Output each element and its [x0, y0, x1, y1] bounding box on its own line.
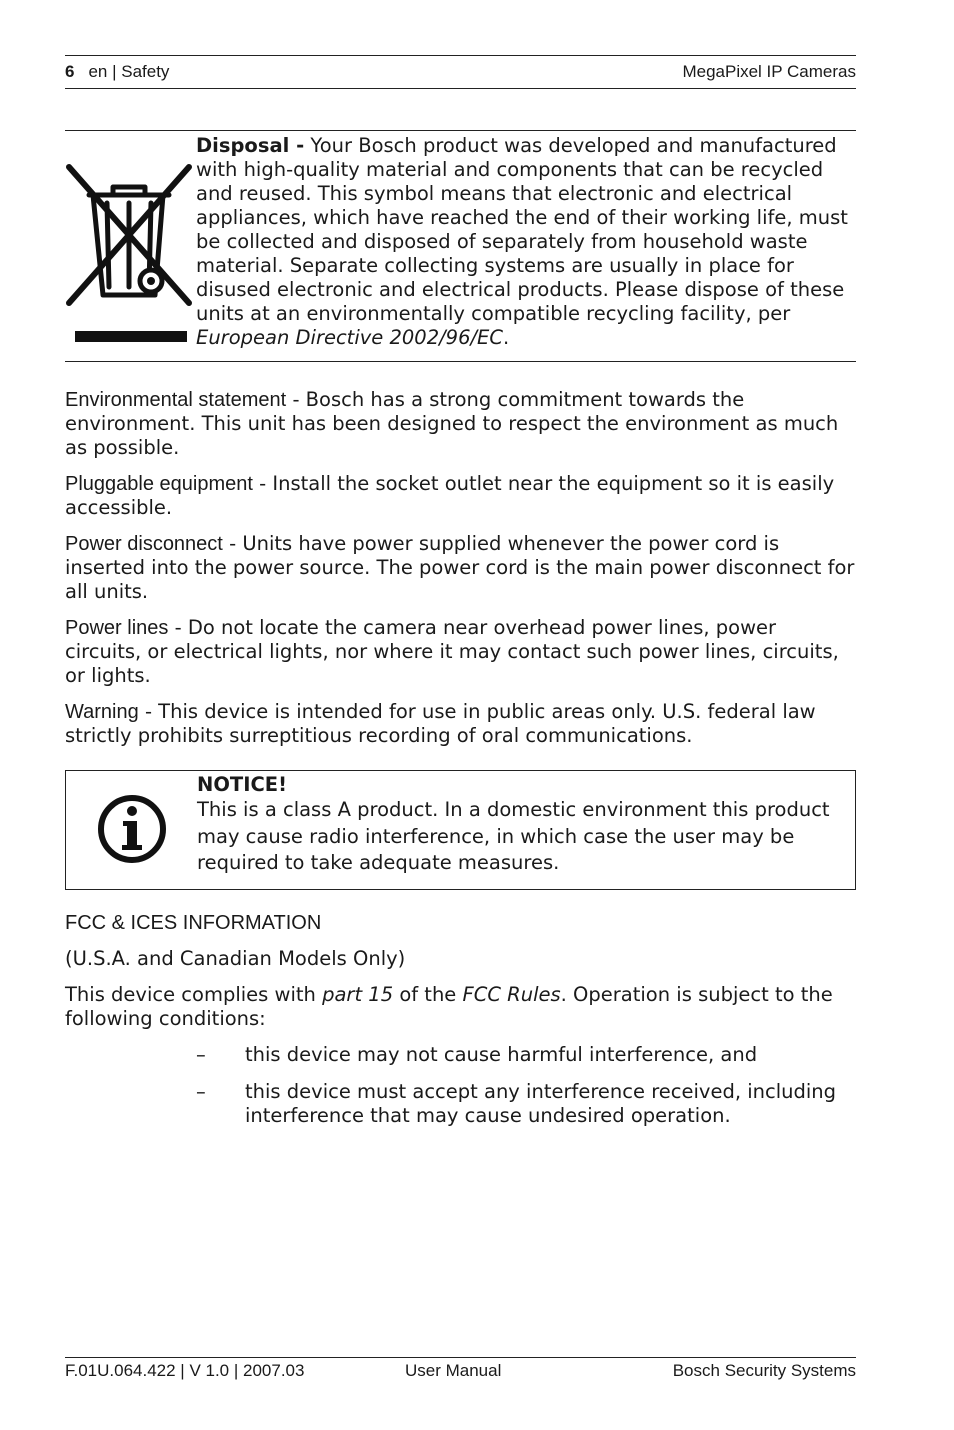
- power-lines-lead: Power lines: [65, 617, 169, 639]
- crossed-out-wheelie-bin-icon: [65, 157, 197, 347]
- disposal-section: [65, 130, 856, 362]
- disposal-directive: European Directive 2002/96/EC: [196, 326, 503, 349]
- pluggable-text: - Install the socket outlet near the equipment so it is easily accessible.: [65, 472, 835, 519]
- fcc-compliance: [65, 983, 856, 1031]
- warning-lead: Warning: [65, 701, 139, 723]
- footer-doc-id: F.01U.064.422 | V 1.0 | 2007.03: [65, 1361, 305, 1380]
- page-footer: [65, 1357, 856, 1386]
- pluggable-lead: Pluggable equipment: [65, 473, 253, 495]
- fcc-models: (U.S.A. and Canadian Models Only): [65, 947, 406, 970]
- disposal-text: [196, 134, 858, 350]
- condition-2: this device must accept any interference received, including interference that may cause undesired operation.: [245, 1080, 837, 1127]
- disposal-title: Disposal -: [196, 134, 305, 157]
- header-section: en | Safety: [88, 62, 170, 81]
- power-disconnect-lead: Power disconnect: [65, 533, 223, 555]
- power-lines-text: - Do not locate the camera near overhead power lines, power circuits, or electrical lights, nor where it may contact such power lines, circuits, or lights.: [65, 616, 839, 687]
- comply-part: part 15: [322, 983, 394, 1006]
- footer-company: Bosch Security Systems: [672, 1361, 856, 1380]
- power-disconnect: [65, 532, 856, 604]
- power-disconnect-text: - Units have power supplied whenever the power cord is inserted into the power source. The power cord is the main power disconnect for all units.: [65, 532, 855, 603]
- notice-text: This is a class A product. In a domestic environment this product may cause radio interference, in which case the user may be required to take adequate measures.: [197, 798, 830, 874]
- environmental-statement: [65, 388, 856, 460]
- header-product: MegaPixel IP Cameras: [682, 62, 856, 81]
- condition-1: this device may not cause harmful interference, and: [245, 1043, 758, 1066]
- comply-mid: of the: [399, 983, 457, 1006]
- list-dash: –: [196, 1043, 206, 1066]
- environmental-lead: Environmental statement: [65, 389, 287, 411]
- notice-box: [65, 770, 856, 890]
- pluggable-equipment: [65, 472, 856, 520]
- info-icon: [96, 793, 168, 865]
- disposal-body: Your Bosch product was developed and manufactured with high-quality material and components that can be recycled and reused. This symbol means that electronic and electrical appliances, which have reached the end of their working life, must be collected and disposed of separately from household waste material. Separate collecting systems are usually in place for disused electronic and electrical products. Please dispose of these units at an environmentally compatible recycling facility, per: [196, 134, 848, 325]
- comply-post: . Operation is subject to the following conditions:: [65, 983, 833, 1030]
- footer-doc-type: User Manual: [405, 1361, 502, 1380]
- notice-title: NOTICE!: [197, 773, 287, 796]
- comply-rules: FCC Rules: [462, 983, 561, 1006]
- warning: [65, 700, 856, 748]
- page-header: [65, 55, 856, 89]
- disposal-end: .: [503, 326, 510, 349]
- power-lines: [65, 616, 856, 688]
- environmental-text: - Bosch has a strong commitment towards the environment. This unit has been designed to respect the environment as much as possible.: [65, 388, 839, 459]
- fcc-heading: FCC & ICES INFORMATION: [65, 912, 322, 934]
- page-number: 6: [65, 62, 75, 81]
- list-dash: –: [196, 1080, 206, 1103]
- header-left: [65, 62, 169, 82]
- warning-text: - This device is intended for use in public areas only. U.S. federal law strictly prohibits surreptitious recording of oral communications.: [65, 700, 816, 747]
- comply-pre: This device complies with: [65, 983, 316, 1006]
